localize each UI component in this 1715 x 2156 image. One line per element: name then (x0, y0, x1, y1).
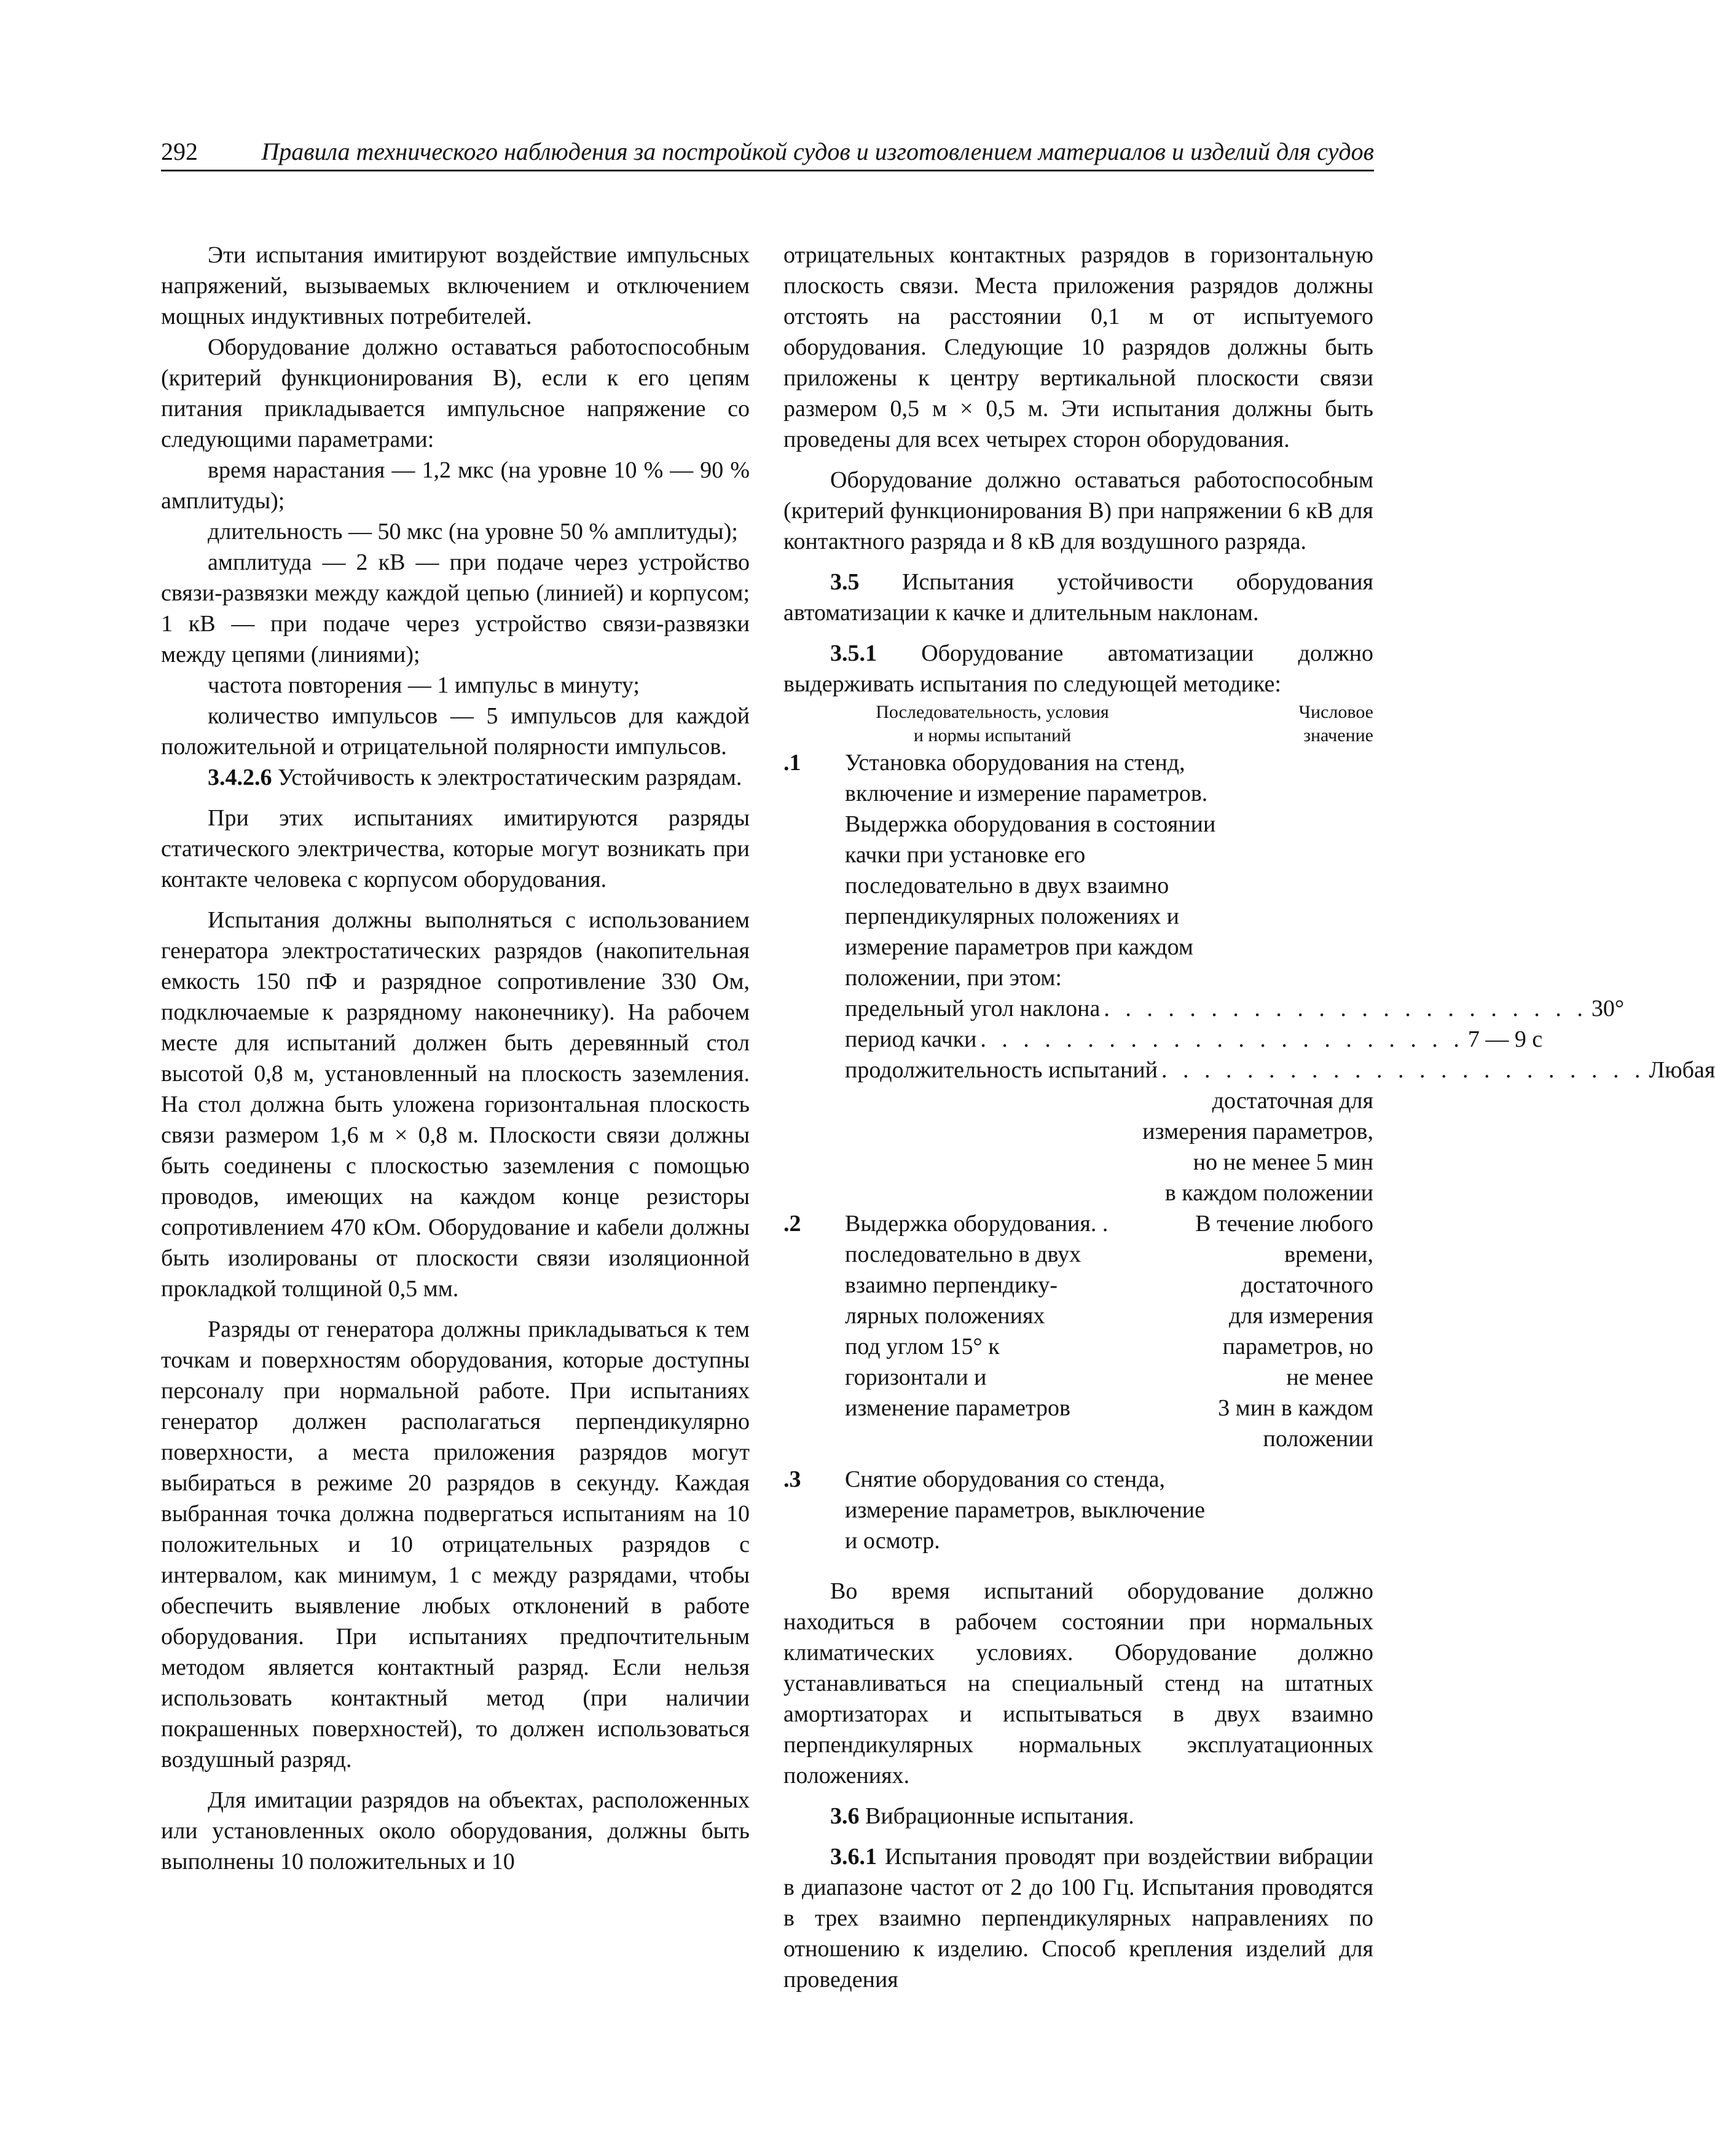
section-title: Оборудование автоматизации должно выдерживать испытания по следующей методике: (783, 640, 1373, 697)
section-title: Вибрационные испытания. (865, 1803, 1134, 1829)
step-text: Снятие оборудования со стенда, измерение параметров, выключение и осмотр. (845, 1466, 1205, 1554)
section-heading (783, 1801, 1373, 1831)
header-rule (161, 170, 1374, 171)
paragraph: Разряды от генератора должны прикладываться к тем точкам и поверхностям оборудования, которые доступны персоналу при нормальной работе. При испытаниях генератор должен располагаться перпендикулярно поверхности, а места приложения разрядов могут выбираться в режиме 20 разрядов в секунду. Каждая выбранная точка должна подвергаться испытаниям на 10 положительных и 10 отрицательных разрядов с интервалом, как минимум, 1 с между разрядами, чтобы обеспечить выявление любых отклонений в работе оборудования. При испытаниях предпочтительным методом является контактный разряд. Если нельзя использовать контактный метод (при наличии покрашенных поверхностей), то должен использоваться воздушный разряд. (161, 1316, 750, 1772)
parameter-item: амплитуда — 2 кВ — при подаче через устройство связи-развязки между каждой цепью (линией) и корпусом; 1 кВ — при подаче через устройство связи-развязки между цепями (линиями); (161, 549, 750, 667)
section-title: Испытания устойчивости оборудования автоматизации к качке и длительным наклонам. (783, 569, 1374, 626)
test-procedure-table (783, 701, 1715, 1556)
table-row (783, 1464, 1373, 1556)
parameter-item: частота повторения — 1 импульс в минуту; (208, 672, 640, 698)
section-heading (783, 638, 1373, 699)
step-number: .2 (783, 1211, 801, 1237)
paragraph: Эти испытания имитируют воздействие импульсных напряжений, вызываемых включением и отключением мощных индуктивных потребителей. (161, 242, 750, 329)
step-number: .3 (783, 1466, 801, 1492)
paragraph: Для имитации разрядов на объектах, расположенных или установленных около оборудования, должны быть выполнены 10 положительных и 10 (161, 1787, 750, 1875)
section-text: Испытания проводят при воздействии вибрации в диапазоне частот от 2 до 100 Гц. Испытания проводятся в трех взаимно перпендикулярных направлениях по отношению к изделию. Способ крепления изделий для проведения (783, 1844, 1373, 1993)
paragraph: отрицательных контактных разрядов в горизонтальную плоскость связи. Места приложения разрядов должны отстоять на расстоянии 0,1 м от испытуемого оборудования. Следующие 10 разрядов должны быть приложены к центру вертикальной плоскости связи размером 0,5 м × 0,5 м. Эти испытания должны быть проведены для всех четырех сторон оборудования. (783, 242, 1373, 452)
paragraph: Оборудование должно оставаться работоспособным (критерий функционирования В) при напряжении 6 кВ для контактного разряда и 8 кВ для воздушного разряда. (783, 467, 1373, 554)
left-column (161, 240, 750, 1877)
paragraph: Испытания должны выполняться с использованием генератора электростатических разрядов (накопительная емкость 150 пФ и разрядное сопротивление 330 Ом, подключаемые к разрядному наконечнику). На рабочем месте для испытаний должен быть деревянный стол высотой 0,8 м, установленный на плоскость заземления. На стол должна быть уложена горизонтальная плоскость связи размером 1,6 м × 0,8 м. Плоскости связи должны быть соединены с плоскостью заземления с помощью проводов, имеющих на каждом конце резисторы сопротивлением 470 кОм. Оборудование и кабели должны быть изолированы от плоскости связи изоляционной прокладкой толщиной 0,5 мм. (161, 907, 750, 1302)
paragraph: При этих испытаниях имитируются разряды статического электричества, которые могут возникать при контакте человека с корпусом оборудования. (161, 805, 750, 892)
section-number: 3.6.1 (830, 1844, 877, 1870)
step-param-row: продолжительность испытаний . . . . . . . . . . . . . . . . . . . . . . . Любая (845, 1057, 1715, 1083)
page-header (161, 136, 1374, 173)
section-number: 3.4.2.6 (208, 765, 272, 790)
parameter-item: количество импульсов — 5 импульсов для каждой положительной и отрицательной полярности импульсов. (161, 703, 750, 760)
step-text: Установка оборудования на стенд, включение и измерение параметров. Выдержка оборудования в состоянии качки при установке его последовательно в двух взаимно перпендикулярных положениях и измерение параметров при каждом положении, при этом: (845, 750, 1216, 991)
step-number: .1 (783, 750, 801, 776)
section-heading (161, 762, 750, 793)
section-heading (783, 1841, 1373, 1995)
table-row (783, 747, 1715, 1208)
table-header (783, 701, 1373, 747)
parameter-item: длительность — 50 мкс (на уровне 50 % амплитуды); (208, 519, 738, 545)
parameter-item: время нарастания — 1,2 мкс (на уровне 10 % — 90 % амплитуды); (161, 457, 750, 514)
paragraph: Во время испытаний оборудование должно находиться в рабочем состоянии при нормальных климатических условиях. Оборудование должно устанавливаться на специальный стенд на штатных амортизаторах и испытываться в двух взаимно перпендикулярных нормальных эксплуатационных положениях. (783, 1578, 1373, 1788)
section-number: 3.5 (830, 569, 860, 595)
running-title: Правила технического наблюдения за постройкой судов и изготовлением материалов и изделий для судов (261, 138, 1374, 165)
table-header-col1: Последовательность, условия и нормы испытаний (876, 702, 1109, 746)
section-title: Устойчивость к электростатическим разрядам. (278, 765, 742, 790)
section-number: 3.5.1 (830, 640, 877, 666)
step-param-row: предельный угол наклона . . . . . . . . . . . . . . . . . . . . . . . 30° (845, 996, 1625, 1021)
paragraph: Оборудование должно оставаться работоспособным (критерий функционирования В), если к его цепям питания прикладывается импульсное напряжение со следующими параметрами: (161, 334, 750, 452)
section-heading (783, 567, 1373, 628)
table-header-col2: Числовое значение (1298, 702, 1373, 746)
step-param-row: период качки . . . . . . . . . . . . . . . . . . . . . . . 7 — 9 с (845, 1026, 1543, 1052)
right-column (783, 240, 1715, 1995)
section-number: 3.6 (830, 1803, 860, 1829)
table-row (783, 1208, 1373, 1454)
page-number: 292 (161, 138, 198, 165)
step-value: В течение любого времени, достаточного для измерения параметров, но не менее 3 мин в каждом положении (1195, 1211, 1373, 1452)
step-param-value-cont: достаточная для измерения параметров, но не менее 5 мин в каждом положении (1142, 1088, 1373, 1206)
step-text: Выдержка оборудования. . последовательно в двух взаимно перпендику- лярных положениях под углом 15° к горизонтали и изменение параметров (845, 1211, 1109, 1421)
